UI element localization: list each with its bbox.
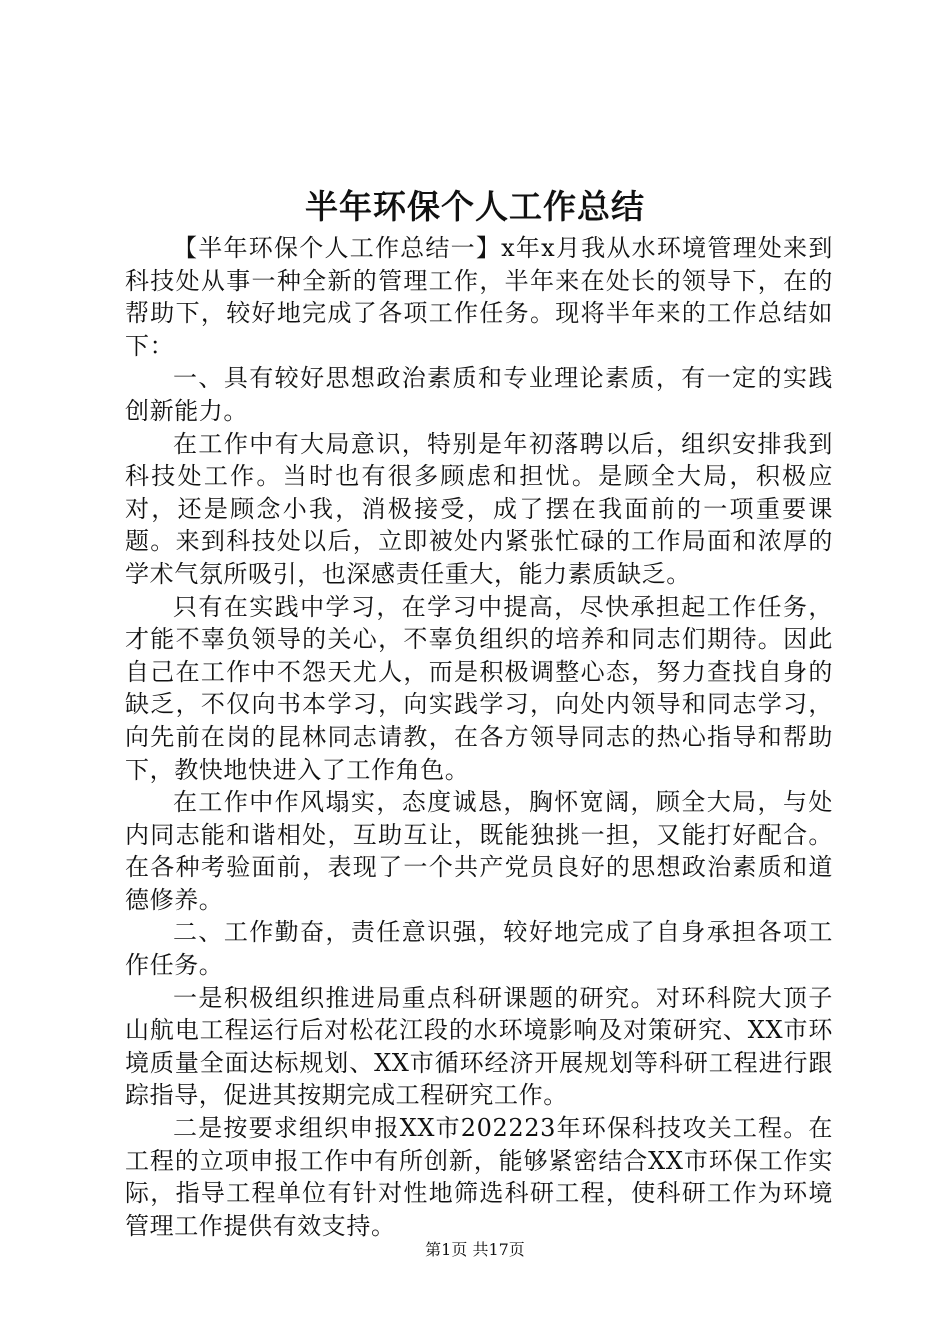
- paragraph-section-two-heading: 二、工作勤奋，责任意识强，较好地完成了自身承担各项工作任务。: [125, 918, 833, 980]
- paragraph: 在工作中有大局意识，特别是年初落聘以后，组织安排我到科技处工作。当时也有很多顾虑和担忧。是顾全大局，积极应对，还是顾念小我，消极接受，成了摆在我面前的一项重要课题。来到科技处以后，立即被处内紧张忙碌的工作局面和浓厚的学术气氛所吸引，也深感责任重大，能力素质缺乏。: [125, 429, 833, 588]
- paragraph-intro: 【半年环保个人工作总结一】x年x月我从水环境管理处来到科技处从事一种全新的管理工作，半年来在处长的领导下，在的帮助下，较好地完成了各项工作任务。现将半年来的工作总结如下：: [125, 234, 833, 360]
- page-footer: 第1页 共17页: [425, 1240, 525, 1259]
- page-title: 半年环保个人工作总结: [305, 187, 645, 226]
- paragraph-section-one-heading: 一、具有较好思想政治素质和专业理论素质，有一定的实践创新能力。: [125, 364, 833, 425]
- paragraph: 在工作中作风塌实，态度诚恳，胸怀宽阔，顾全大局，与处内同志能和谐相处，互助互让，既能独挑一担，又能打好配合。在各种考验面前，表现了一个共产党员良好的思想政治素质和道德修养。: [125, 788, 833, 914]
- paragraph: 只有在实践中学习，在学习中提高，尽快承担起工作任务，才能不辜负领导的关心，不辜负组织的培养和同志们期待。因此自己在工作中不怨天尤人，而是积极调整心态，努力查找自身的缺乏，不仅向书本学习，向实践学习，向处内领导和同志学习，向先前在岗的昆林同志请教，在各方领导同志的热心指导和帮助下，教快地快进入了工作角色。: [125, 592, 833, 784]
- document-body: [125, 232, 833, 1242]
- paragraph: 一是积极组织推进局重点科研课题的研究。对环科院大顶子山航电工程运行后对松花江段的水环境影响及对策研究、XX市环境质量全面达标规划、XX市循环经济开展规划等科研工程进行跟踪指导，促进其按期完成工程研究工作。: [125, 983, 833, 1110]
- paragraph: 二是按要求组织申报XX市202223年环保科技攻关工程。在工程的立项申报工作中有所创新，能够紧密结合XX市环保工作实际，指导工程单位有针对性地筛选科研工程，使科研工作为环境管理工作提供有效支持。: [125, 1114, 833, 1240]
